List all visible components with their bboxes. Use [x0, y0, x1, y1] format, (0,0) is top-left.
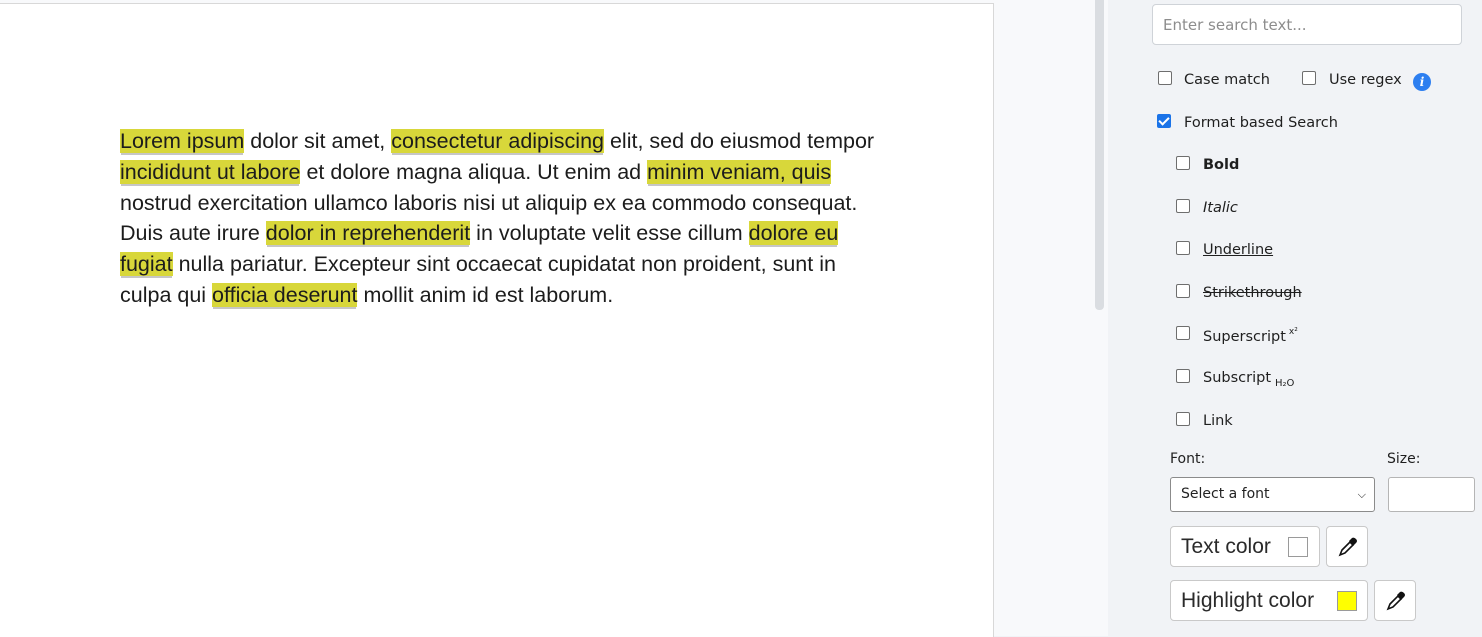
editor-scrollbar-thumb[interactable]: [1095, 0, 1104, 310]
text-segment: dolor sit amet,: [244, 129, 392, 153]
info-icon[interactable]: i: [1413, 73, 1431, 91]
eyedropper-icon: [1338, 537, 1358, 557]
format-search-label[interactable]: Format based Search: [1184, 115, 1338, 131]
text-color-label: Text color: [1181, 535, 1271, 558]
text-segment-highlighted: Lorem ipsum: [120, 129, 245, 153]
search-input[interactable]: [1152, 4, 1462, 45]
text-segment-highlighted: dolore eu fugiat: [120, 221, 839, 277]
italic-checkbox[interactable]: [1176, 199, 1190, 213]
highlight-color-picker-button[interactable]: [1374, 580, 1416, 621]
text-segment-highlighted: dolor in reprehenderit: [265, 221, 471, 246]
eyedropper-icon: [1386, 591, 1406, 611]
highlight-color-label: Highlight color: [1181, 589, 1315, 612]
document-text[interactable]: [120, 126, 880, 311]
size-label: Size:: [1387, 451, 1421, 467]
link-label[interactable]: Link: [1203, 413, 1233, 429]
strikethrough-label[interactable]: Strikethrough: [1203, 285, 1302, 301]
text-color-picker-button[interactable]: [1326, 526, 1368, 567]
underline-label[interactable]: Underline: [1203, 242, 1274, 258]
text-color-swatch[interactable]: [1288, 537, 1308, 557]
subscript-text: Subscript: [1203, 370, 1272, 386]
superscript-text: Superscript: [1203, 329, 1286, 345]
search-panel: [1108, 0, 1482, 636]
subscript-label[interactable]: [1203, 370, 1294, 389]
text-segment: et dolore magna aliqua. Ut enim ad: [300, 159, 648, 184]
text-segment: nostrud exercitation ullamco laboris nisi ut aliquip ex ea commodo consequat. Duis aute irure: [120, 190, 858, 246]
link-checkbox[interactable]: [1176, 412, 1190, 426]
case-match-checkbox[interactable]: [1158, 71, 1172, 85]
use-regex-label[interactable]: Use regex: [1329, 72, 1402, 88]
text-color-button[interactable]: [1170, 526, 1320, 567]
chevron-down-icon: ⌵: [1357, 488, 1366, 501]
superscript-checkbox[interactable]: [1176, 326, 1190, 340]
underline-checkbox[interactable]: [1176, 241, 1190, 255]
font-select[interactable]: [1170, 477, 1375, 512]
size-input[interactable]: [1388, 477, 1475, 512]
text-segment-highlighted: consectetur adipiscing: [391, 129, 604, 153]
superscript-label[interactable]: [1203, 327, 1298, 345]
bold-checkbox[interactable]: [1176, 156, 1190, 170]
text-segment: in voluptate velit esse cillum: [470, 221, 749, 246]
font-label: Font:: [1170, 451, 1206, 467]
text-segment-highlighted: minim veniam, quis: [647, 159, 832, 184]
use-regex-checkbox[interactable]: [1302, 71, 1316, 85]
italic-label[interactable]: Italic: [1203, 200, 1238, 216]
text-segment-highlighted: officia deserunt: [212, 282, 358, 307]
strikethrough-checkbox[interactable]: [1176, 284, 1190, 298]
text-segment: elit, sed do eiusmod tempor: [603, 129, 875, 153]
subscript-checkbox[interactable]: [1176, 369, 1190, 383]
superscript-sample: x²: [1288, 327, 1298, 337]
format-search-checkbox[interactable]: [1157, 114, 1171, 128]
highlight-color-swatch[interactable]: [1337, 591, 1357, 611]
highlight-color-button[interactable]: [1170, 580, 1368, 621]
case-match-label[interactable]: Case match: [1184, 72, 1270, 88]
bold-label[interactable]: Bold: [1203, 157, 1240, 173]
subscript-sample: H₂O: [1275, 378, 1295, 389]
document-page[interactable]: [0, 3, 994, 637]
text-segment: mollit anim id est laborum.: [357, 282, 614, 307]
font-select-value: Select a font: [1181, 486, 1270, 502]
text-segment-highlighted: incididunt ut labore: [120, 159, 301, 184]
text-segment: nulla pariatur. Excepteur sint occaecat cupidatat non proident, sunt in culpa qui: [120, 252, 836, 307]
